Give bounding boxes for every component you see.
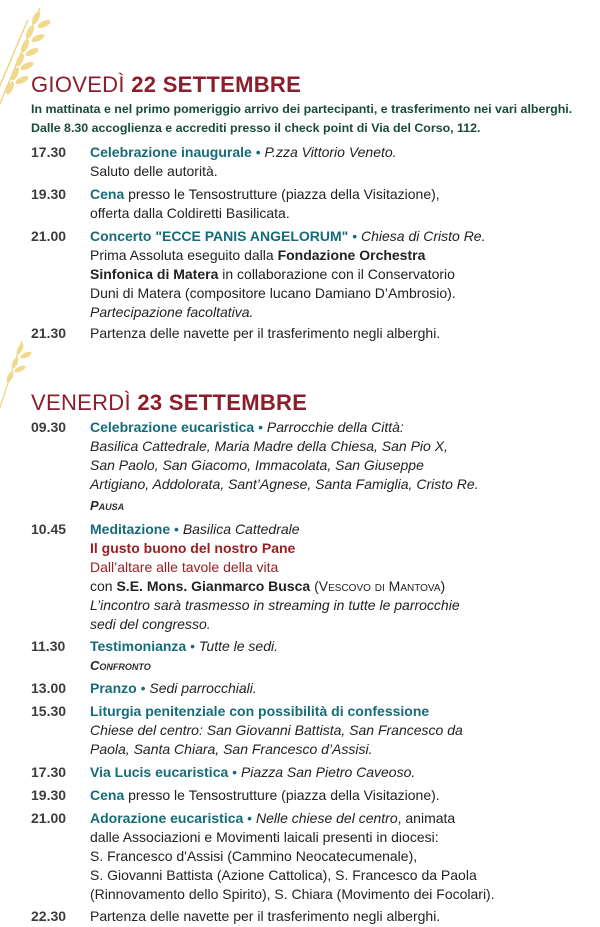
event-time: 11.30 — [31, 638, 66, 654]
event-detail: dalle Associazioni e Movimenti laicali presenti in diocesi: — [90, 829, 439, 845]
schedule-entry: 17.30 Via Lucis eucaristica • Piazza San Pietro Caveoso. — [31, 764, 416, 780]
streaming-note: sedi del congresso. — [90, 616, 211, 632]
event-time: 15.30 — [31, 703, 67, 719]
speaker-role: Vescovo di Mantova — [318, 578, 441, 594]
day-heading-thursday — [31, 72, 301, 98]
event-title: Celebrazione inaugurale — [90, 144, 252, 160]
parish-list: Artigiano, Addolorata, Sant’Agnese, Santa Famiglia, Cristo Re. — [90, 476, 479, 492]
event-place: Piazza San Pietro Caveoso. — [240, 764, 416, 780]
event-time: 09.30 — [31, 419, 67, 435]
schedule-entry — [31, 907, 592, 926]
event-title: Liturgia penitenziale con possibilità di confessione — [90, 703, 430, 719]
event-time: 21.30 — [31, 325, 67, 341]
event-place: Sedi parrocchiali. — [149, 680, 257, 696]
event-time: 17.30 — [31, 764, 67, 780]
event-detail: Duni di Matera (compositore lucano Damiano D’Ambrosio). — [90, 285, 456, 301]
confronto-label: Confronto — [90, 658, 151, 673]
day-date: 22 SETTEMBRE — [131, 72, 302, 97]
event-detail: Saluto delle autorità. — [90, 163, 218, 179]
event-title: Cena — [90, 787, 125, 803]
event-place: Nelle chiese del centro — [255, 810, 398, 826]
day-heading-friday — [31, 390, 307, 416]
event-detail: S. Giovanni Battista (Azione Cattolica), S. Francesco da Paola — [90, 867, 477, 883]
event-title: Via Lucis eucaristica — [90, 764, 229, 780]
event-place: Basilica Cattedrale — [182, 521, 300, 537]
schedule-entry: 17.30 Celebrazione inaugurale • P.zza Vittorio Veneto. Saluto delle autorità. — [31, 144, 397, 179]
event-title: Testimonianza — [90, 638, 187, 654]
parish-list: Basilica Cattedrale, Maria Madre della Chiesa, San Pio X, — [90, 438, 448, 454]
church-list: Paola, Santa Chiara, San Francesco d’Assisi. — [90, 741, 373, 757]
event-detail: presso le Tensostrutture (piazza della Visitazione), — [124, 186, 440, 202]
church-list: Chiese del centro: San Giovanni Battista, San Francesco da — [90, 722, 463, 738]
schedule-entry: 21.00 Concerto "ECCE PANIS ANGELORUM" • Chiesa di Cristo Re. Prima Assoluta eseguito dalla Fondazione Orchestra Sinfonica di Matera in collaborazione con il Conservatorio Duni di Matera (compositore lucano Damiano D’Ambrosio). Partecipazione facoltativa. — [31, 228, 486, 320]
event-time: 21.00 — [31, 228, 67, 244]
meditation-title: Il gusto buono del nostro Pane — [90, 540, 296, 556]
event-title: Adorazione eucaristica — [90, 810, 244, 826]
event-detail: S. Francesco d'Assisi (Cammino Neocatecumenale), — [90, 848, 418, 864]
event-detail: (Rinnovamento dello Spirito), S. Chiara (Movimento dei Focolari). — [90, 886, 495, 902]
event-time: 17.30 — [31, 144, 67, 160]
event-time: 10.45 — [31, 521, 67, 537]
event-place: Chiesa di Cristo Re. — [360, 228, 486, 244]
schedule-entry — [31, 702, 592, 759]
orchestra-name: Fondazione Orchestra — [277, 247, 426, 263]
schedule-entry — [31, 324, 592, 343]
event-time: 21.00 — [31, 810, 67, 826]
day-name: VENERDÌ — [31, 390, 131, 415]
arrival-intro: In mattinata e nel primo pomeriggio arrivo dei partecipanti, e trasferimento nei vari alberghi. Dalle 8.30 accoglienza e accrediti presso il check point di Via del Corso, 112. — [31, 102, 573, 135]
speaker-name: S.E. Mons. Gianmarco Busca — [116, 578, 311, 594]
event-title: Meditazione — [90, 521, 171, 537]
event-place: Parrocchie della Città: — [266, 419, 404, 435]
event-detail: Partenza delle navette per il trasferimento negli alberghi. — [90, 325, 441, 341]
event-place: P.zza Vittorio Veneto. — [264, 144, 397, 160]
event-detail: Prima Assoluta eseguito dalla — [90, 247, 278, 263]
event-time: 22.30 — [31, 908, 67, 924]
event-title: Celebrazione eucaristica — [90, 419, 255, 435]
event-time: 19.30 — [31, 186, 67, 202]
event-title: Pranzo — [90, 680, 137, 696]
event-place: Tutte le sedi. — [198, 638, 279, 654]
parish-list: San Paolo, San Giacomo, Immacolata, San Giuseppe — [90, 457, 424, 473]
event-detail: Partenza delle navette per il trasferimento negli alberghi. — [90, 908, 441, 924]
event-title: Cena — [90, 186, 125, 202]
schedule-entry: 11.30 Testimonianza • Tutte le sedi. Confronto — [31, 638, 279, 673]
schedule-entry — [31, 185, 592, 223]
streaming-note: L’incontro sarà trasmesso in streaming in tutte le parrocchie — [90, 597, 460, 613]
schedule-entry: 09.30 Celebrazione eucaristica • Parrocchie della Città: Basilica Cattedrale, Maria Madre della Chiesa, San Pio X, San Paolo, San Giacomo, Immacolata, San Giuseppe Artigiano, Addolorata, Sant’Agnese, Santa Famiglia, Cristo Re. Pausa — [31, 419, 479, 513]
event-detail: presso le Tensostrutture (piazza della Visitazione). — [124, 787, 440, 803]
schedule-entry: 21.00 Adorazione eucaristica • Nelle chiese del centro, animata dalle Associazioni e Movimenti laicali presenti in diocesi: S. Francesco d'Assisi (Cammino Neocatecumenale), S. Giovanni Battista (Azione Cattolica), S. Francesco da Paola (Rinnovamento dello Spirito), S. Chiara (Movimento dei Focolari). — [31, 810, 495, 902]
meditation-subtitle: Dall’altare alle tavole della vita — [90, 559, 279, 575]
event-time: 13.00 — [31, 680, 67, 696]
orchestra-name: Sinfonica di Matera — [90, 266, 219, 282]
event-title: Concerto "ECCE PANIS ANGELORUM" — [90, 228, 349, 244]
pause-label: Pausa — [90, 498, 125, 513]
day-name: GIOVEDÌ — [31, 72, 125, 97]
day-date: 23 SETTEMBRE — [137, 390, 308, 415]
schedule-entry: 10.45 Meditazione • Basilica Cattedrale Il gusto buono del nostro Pane Dall’altare alle tavole della vita con S.E. Mons. Gianmarco Busca (Vescovo di Mantova) L’incontro sarà trasmesso in streaming in tutte le parrocchie sedi del congresso. — [31, 521, 460, 632]
event-note: Partecipazione facoltativa. — [90, 304, 254, 320]
event-detail: offerta dalla Coldiretti Basilicata. — [90, 205, 290, 221]
event-detail: in collaborazione con il Conservatorio — [218, 266, 455, 282]
schedule-entry — [31, 786, 592, 805]
event-time: 19.30 — [31, 787, 67, 803]
schedule-entry: 13.00 Pranzo • Sedi parrocchiali. — [31, 680, 257, 696]
